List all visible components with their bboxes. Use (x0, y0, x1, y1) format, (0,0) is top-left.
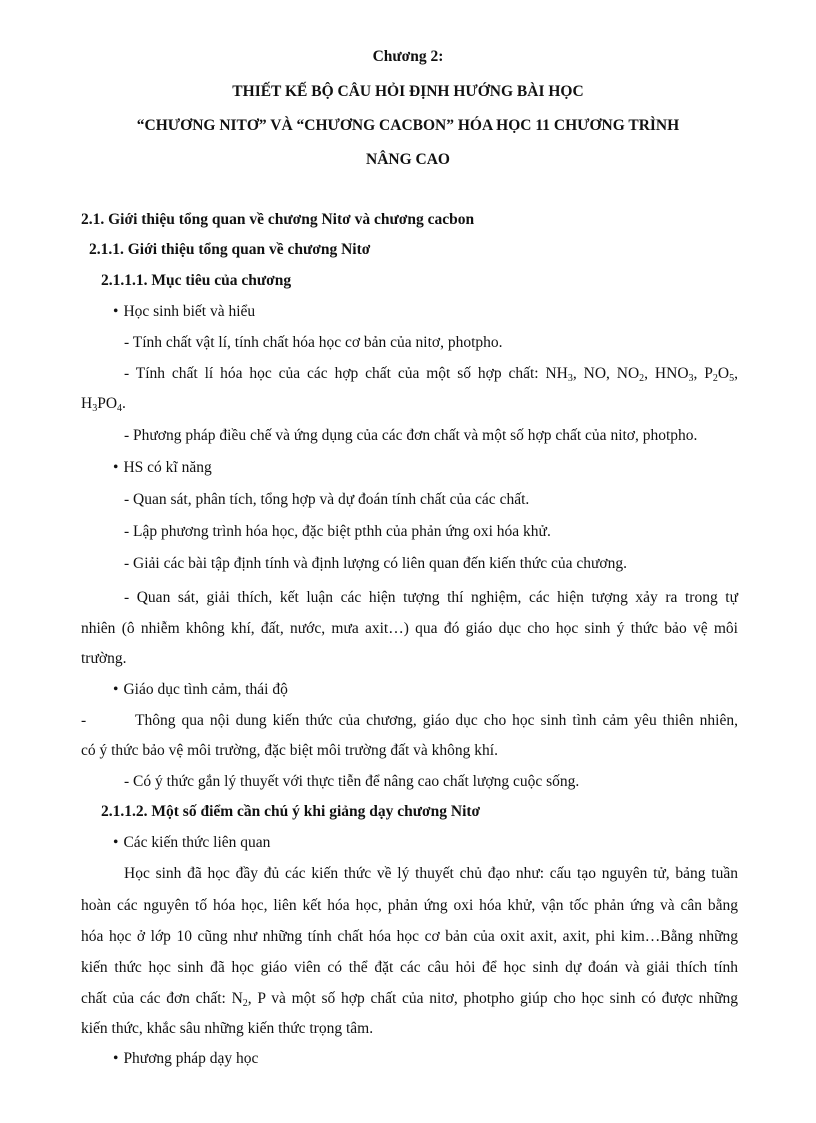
attitude-item-2: - Có ý thức gắn lý thuyết với thực tiễn để nâng cao chất lượng cuộc sống. (124, 773, 580, 790)
chapter-title-line-1: THIẾT KẾ BỘ CÂU HỎI ĐỊNH HƯỚNG BÀI HỌC (232, 83, 584, 100)
chapter-title-line-2: “CHƯƠNG NITƠ” VÀ “CHƯƠNG CACBON” HÓA HỌC 11 CHƯƠNG TRÌNH (136, 117, 680, 134)
skill-item-3: - Giải các bài tập định tính và định lượng có liên quan đến kiến thức của chương. (124, 555, 628, 572)
paragraph-line-2: hoàn các nguyên tố hóa học, liên kết hóa học, phản ứng oxi hóa khử, vận tốc phản ứng và cân bằng (81, 897, 738, 914)
bullet-method-heading: • Phương pháp dạy học (113, 1049, 258, 1069)
paragraph-line-3: hóa học ở lớp 10 cũng như những tính chất hóa học cơ bản của oxit axit, axit, phi kim…Bằng những (81, 928, 738, 945)
bullet-knowledge-heading: • Các kiến thức liên quan (113, 833, 270, 853)
section-heading-2-1-1-2: 2.1.1.2. Một số điểm cần chú ý khi giảng dạy chương Nitơ (101, 803, 481, 820)
section-heading-2-1: 2.1. Giới thiệu tổng quan về chương Nitơ và chương cacbon (81, 211, 475, 228)
know-item-1: - Tính chất vật lí, tính chất hóa học cơ bản của nitơ, photpho. (124, 334, 503, 351)
chapter-title-line-3: NÂNG CAO (366, 151, 450, 168)
bullet-skill-heading: • HS có kĩ năng (113, 458, 212, 478)
paragraph-line-1: Học sinh đã học đầy đủ các kiến thức về lý thuyết chủ đạo như: cấu tạo nguyên tử, bảng tuần (124, 865, 738, 882)
skill-item-4-line-3: trường. (81, 650, 127, 667)
know-item-3: - Phương pháp điều chế và ứng dụng của các đơn chất và một số hợp chất của nitơ, photpho. (124, 427, 698, 444)
skill-item-1: - Quan sát, phân tích, tổng hợp và dự đoán tính chất của các chất. (124, 491, 530, 508)
attitude-dash: - (81, 712, 87, 729)
skill-item-4-line-2: nhiên (ô nhiễm không khí, đất, nước, mưa axit…) qua đó giáo dục cho học sinh ý thức bảo vệ môi (81, 620, 738, 637)
paragraph-line-4: kiến thức học sinh đã học giáo viên có thể đặt các câu hỏi để học sinh dự đoán và giải thích tính (81, 959, 738, 976)
skill-item-2: - Lập phương trình hóa học, đặc biệt pthh của phản ứng oxi hóa khử. (124, 523, 551, 540)
paragraph-line-5: chất của các đơn chất: $N_2$, P và một số hợp chất của nitơ, photpho giúp cho học sinh có được những (81, 990, 738, 1009)
attitude-item-1-line-2: có ý thức bảo vệ môi trường, đặc biệt môi trường đất và không khí. (81, 742, 498, 759)
attitude-item-1-line-1: Thông qua nội dung kiến thức của chương, giáo dục cho học sinh tình cảm yêu thiên nhiên, (135, 712, 738, 729)
know-item-2-line-2: $H_3PO_4$. (81, 395, 126, 414)
bullet-attitude-heading: • Giáo dục tình cảm, thái độ (113, 680, 288, 700)
section-heading-2-1-1: 2.1.1. Giới thiệu tổng quan về chương Nitơ (89, 241, 371, 258)
skill-item-4-line-1: - Quan sát, giải thích, kết luận các hiện tượng thí nghiệm, các hiện tượng xảy ra trong tự (124, 589, 738, 606)
chapter-number: Chương 2: (372, 48, 444, 65)
know-item-2-line-1: - Tính chất lí hóa học của các hợp chất của một số hợp chất: $NH_3$, NO, $NO_2$, $HNO_3$, $P_2O_5$, (124, 365, 738, 384)
paragraph-line-6: kiến thức, khắc sâu những kiến thức trọng tâm. (81, 1020, 374, 1037)
section-heading-2-1-1-1: 2.1.1.1. Mục tiêu của chương (101, 272, 292, 289)
bullet-know-heading: • Học sinh biết và hiểu (113, 302, 255, 322)
